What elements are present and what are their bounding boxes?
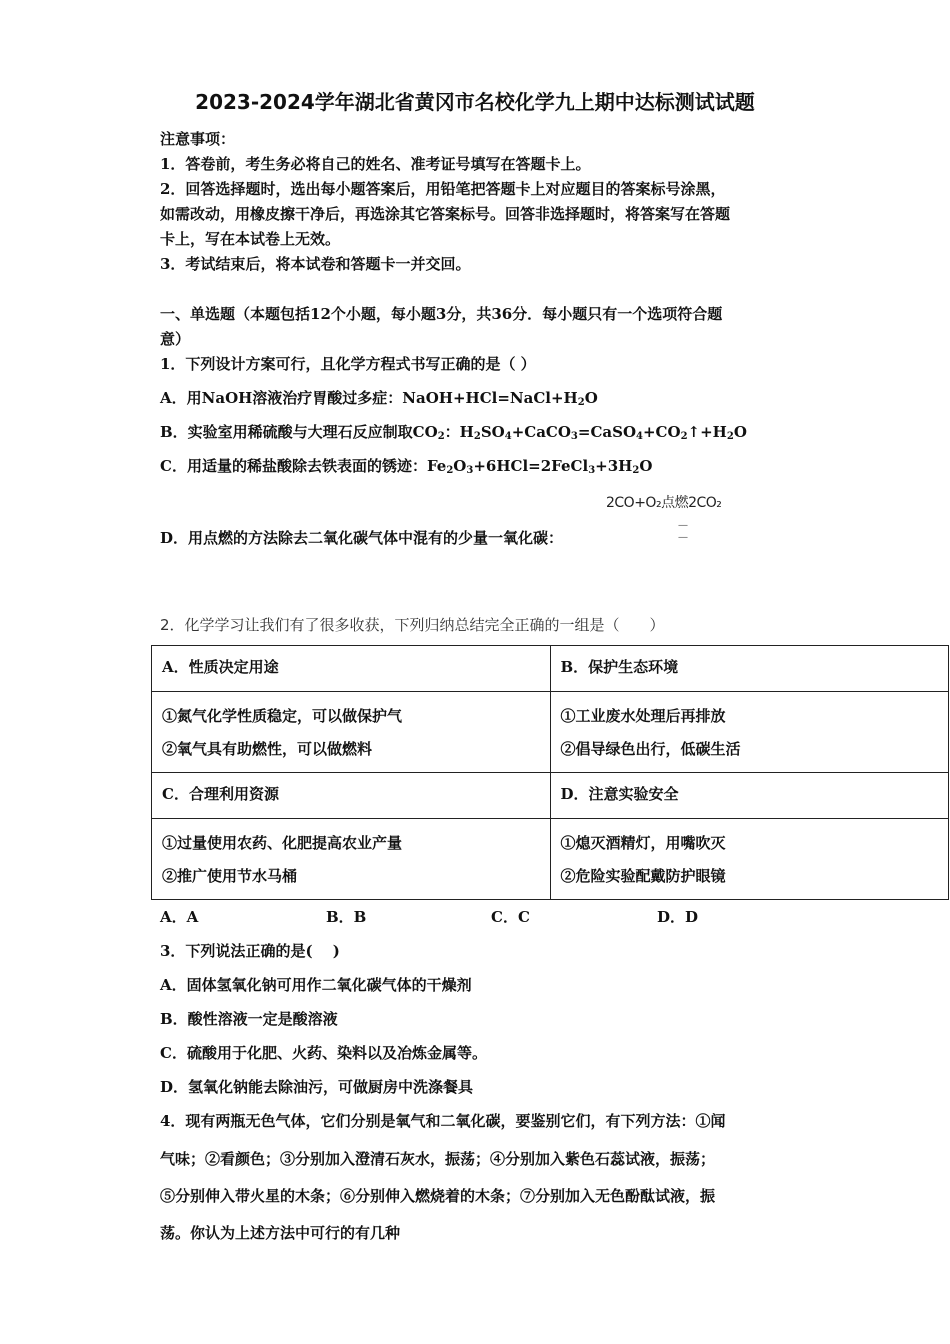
list-item: ①工业废水处理后再排放 [560,707,726,725]
q2-option-b: B．B [326,908,367,926]
page-title: 2023-2024学年湖北省黄冈市名校化学九上期中达标测试试题 [195,90,755,114]
q3-option-b: B．酸性溶液一定是酸溶液 [160,1010,338,1028]
list-item: ②危险实验配戴防护眼镜 [560,867,726,885]
notice-line: 卡上，写在本试卷上无效。 [160,230,341,248]
equation-mark: — [678,520,688,531]
q1-option-a: A．用NaOH溶液治疗胃酸过多症：$NaOH+HCl=NaCl+H_2O$ [160,389,598,408]
q3-option-c: C．硫酸用于化肥、火药、染料以及冶炼金属等。 [160,1044,487,1062]
notice-line: 3．考试结束后，将本试卷和答题卡一并交回。 [160,255,471,273]
q1-option-c: C．用适量的稀盐酸除去铁表面的锈迹：$Fe_2O_3+6HCl=2FeCl_3+3H_2O$ [160,457,653,476]
q3-option-d: D．氢氧化钠能去除油污，可做厨房中洗涤餐具 [160,1078,474,1096]
q4-line: 气味；②看颜色；③分别加入澄清石灰水，振荡；④分别加入紫色石蕊试液，振荡； [160,1150,716,1168]
q2-cell-c-body [152,819,551,900]
q2-option-c: C．C [491,908,530,926]
notice-line: 如需改动，用橡皮擦干净后，再选涂其它答案标号。回答非选择题时，将答案写在答题 [160,205,731,223]
list-item: ①熄灭酒精灯，用嘴吹灭 [560,834,726,852]
q3-option-a: A．固体氢氧化钠可用作二氧化碳气体的干燥剂 [160,976,472,994]
q2-table [151,645,949,900]
q1-stem: 1．下列设计方案可行，且化学方程式书写正确的是（ ） [160,355,536,373]
q2-cell-a-body [152,692,551,773]
notice-heading: 注意事项： [160,130,236,148]
q4-line: ⑤分别伸入带火星的木条；⑥分别伸入燃烧着的木条；⑦分别加入无色酚酞试液，振 [160,1187,716,1205]
notice-line: 1．答卷前，考生务必将自己的姓名、准考证号填写在答题卡上。 [160,155,591,173]
section-heading: 一、单选题（本题包括12个小题，每小题3分，共36分．每小题只有一个选项符合题 [160,305,723,323]
q2-cell-b-head: B．保护生态环境 [550,646,949,692]
list-item: ①氮气化学性质稳定，可以做保护气 [162,707,403,725]
list-item: ①过量使用农药、化肥提高农业产量 [162,834,403,852]
q2-cell-d-body [550,819,949,900]
q2-cell-d-head: D．注意实验安全 [550,773,949,819]
q2-cell-c-head: C．合理利用资源 [152,773,551,819]
list-item: ②倡导绿色出行，低碳生活 [560,740,741,758]
list-item: ②氧气具有助燃性，可以做燃料 [162,740,373,758]
q1-equation-image: 2CO+O₂点燃2CO₂ [606,495,722,511]
q4-line: 荡。你认为上述方法中可行的有几种 [160,1224,401,1242]
q2-option-d: D．D [657,908,699,926]
equation-mark: — [678,532,688,543]
q1-option-d: D．用点燃的方法除去二氧化碳气体中混有的少量一氧化碳： [160,529,564,547]
q4-line: 4．现有两瓶无色气体，它们分别是氧气和二氧化碳，要鉴别它们，有下列方法：①闻 [160,1112,726,1130]
q2-cell-b-body [550,692,949,773]
q2-option-a: A．A [160,908,199,926]
q3-stem: 3．下列说法正确的是( ) [160,942,340,960]
q1-option-b: B．实验室用稀硫酸与大理石反应制取$CO_2$：$H_2SO_4+CaCO_3=CaSO_4+CO_2↑+H_2O$ [160,423,747,442]
q2-cell-a-head: A．性质决定用途 [152,646,551,692]
list-item: ②推广使用节水马桶 [162,867,298,885]
q2-stem: 2．化学学习让我们有了很多收获，下列归纳总结完全正确的一组是（ ） [160,616,665,634]
section-heading-cont: 意） [160,330,191,348]
notice-line: 2．回答选择题时，选出每小题答案后，用铅笔把答题卡上对应题目的答案标号涂黑， [160,180,726,198]
